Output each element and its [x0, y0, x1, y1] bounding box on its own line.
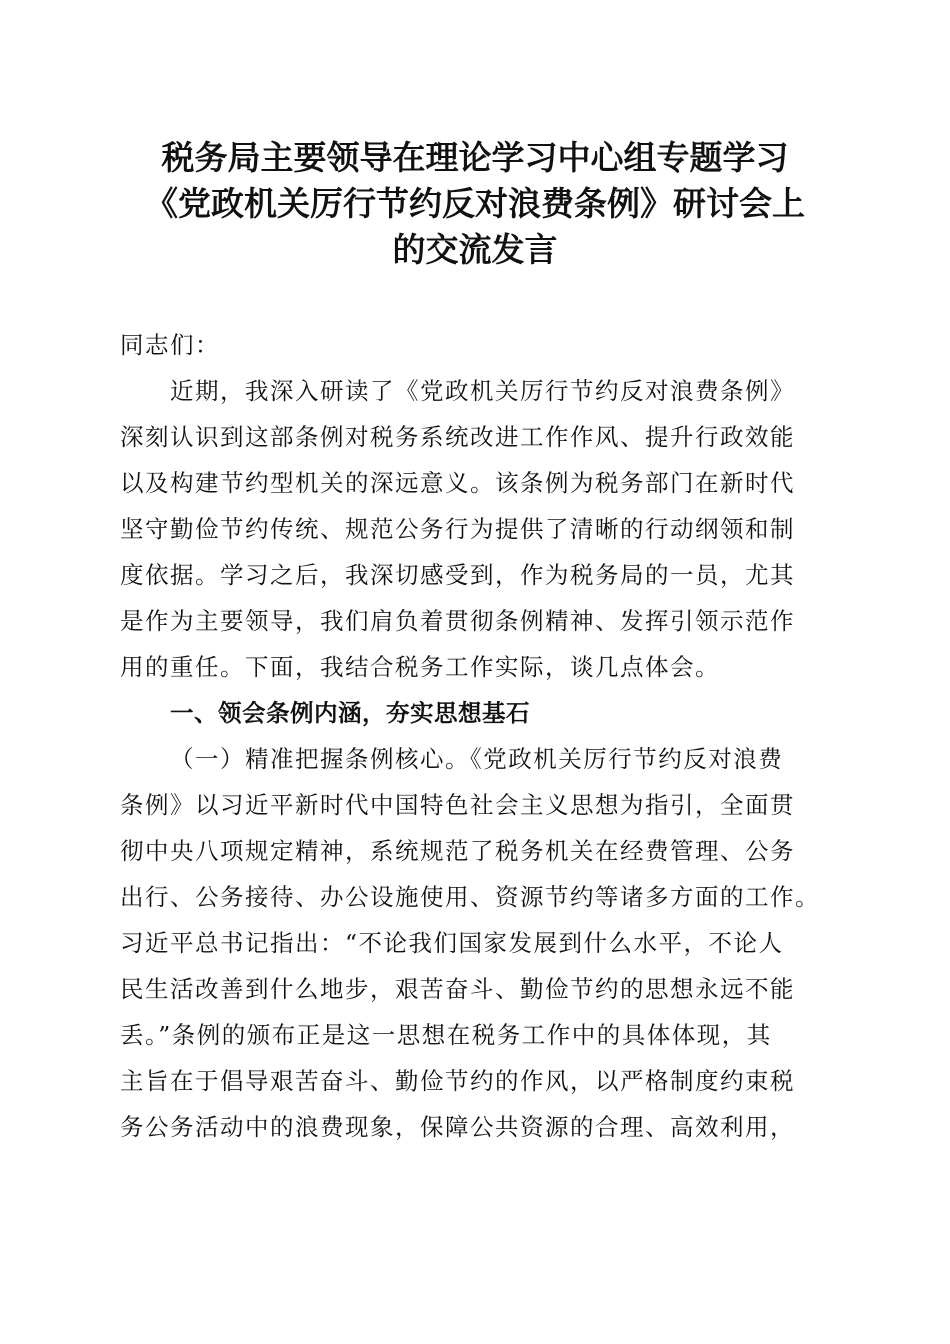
paragraph-line: 是作为主要领导，我们肩负着贯彻条例精神、发挥引领示范作 [120, 607, 795, 635]
intro-paragraph [120, 368, 835, 414]
section-heading-1: 一、领会条例内涵，夯实思想基石 [170, 699, 530, 727]
paragraph-line: 出行、公务接待、办公设施使用、资源节约等诸多方面的工作。 [120, 883, 820, 911]
paragraph-line: 深刻认识到这部条例对税务系统改进工作作风、提升行政效能 [120, 423, 795, 451]
paragraph-line: 习近平总书记指出：“不论我们国家发展到什么水平，不论人 [120, 929, 784, 957]
paragraph-line: 民生活改善到什么地步，艰苦奋斗、勤俭节约的思想永远不能 [120, 975, 795, 1003]
paragraph-line: 坚守勤俭节约传统、规范公务行为提供了清晰的行动纲领和制 [120, 515, 795, 543]
paragraph-line: 彻中央八项规定精神，系统规范了税务机关在经费管理、公务 [120, 837, 795, 865]
subsection-paragraph [120, 736, 835, 782]
intro-paragraph-continued [120, 414, 835, 690]
paragraph-line: 近期，我深入研读了《党政机关厉行节约反对浪费条例》 [170, 377, 795, 405]
paragraph-line: 丢。”条例的颁布正是这一思想在税务工作中的具体体现，其 [120, 1021, 772, 1049]
title-line-3: 的交流发言 [392, 230, 558, 269]
paragraph-line: 以及构建节约型机关的深远意义。该条例为税务部门在新时代 [120, 469, 795, 497]
paragraph-line: 务公务活动中的浪费现象，保障公共资源的合理、高效利用， [120, 1113, 795, 1141]
title-line-2: 《党政机关厉行节约反对浪费条例》研讨会上 [145, 184, 805, 223]
title-line-1: 税务局主要领导在理论学习中心组专题学习 [161, 138, 789, 177]
paragraph-line: 用的重任。下面，我结合税务工作实际，谈几点体会。 [120, 653, 720, 681]
salutation: 同志们： [120, 331, 220, 359]
document-title [100, 135, 850, 273]
subsection-paragraph-continued [120, 782, 835, 1150]
paragraph-line: 度依据。学习之后，我深切感受到，作为税务局的一员，尤其 [120, 561, 795, 589]
paragraph-line: 条例》以习近平新时代中国特色社会主义思想为指引，全面贯 [120, 791, 795, 819]
paragraph-line: 主旨在于倡导艰苦奋斗、勤俭节约的作风，以严格制度约束税 [120, 1067, 795, 1095]
paragraph-line: （一）精准把握条例核心。《党政机关厉行节约反对浪费 [170, 745, 784, 773]
document-body [120, 322, 835, 1150]
